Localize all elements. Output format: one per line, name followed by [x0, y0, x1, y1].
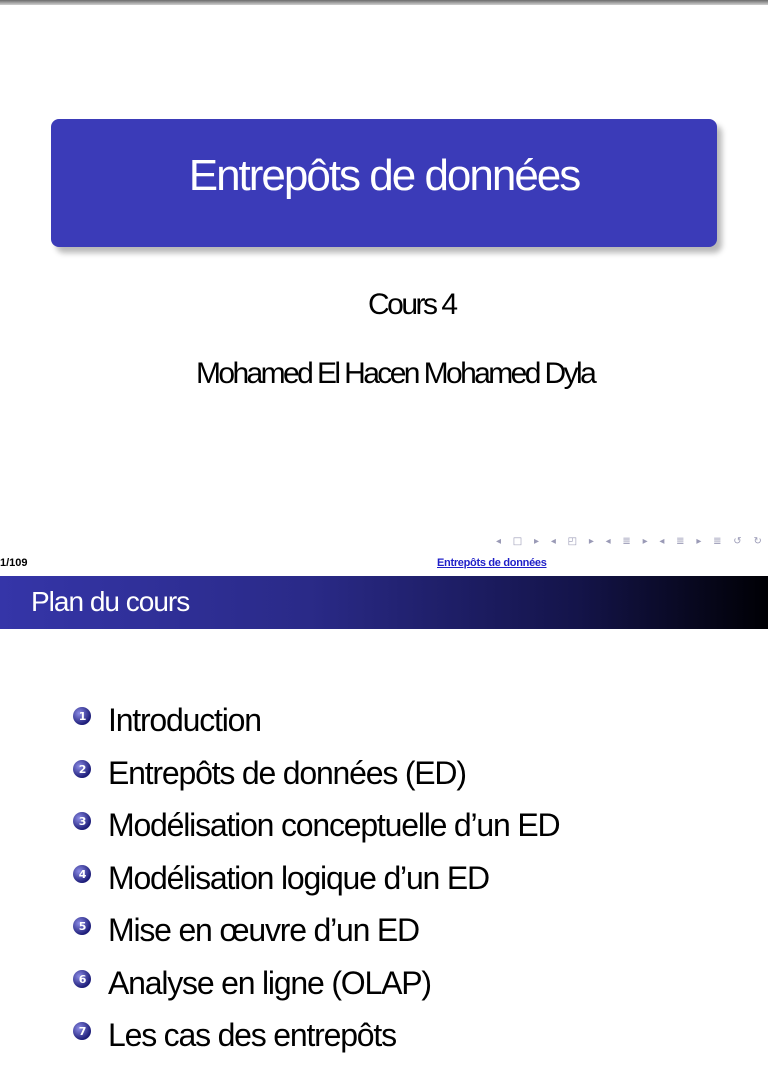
- outline-item-text: Modélisation conceptuelle d’un ED: [108, 807, 560, 843]
- nav-subsection-icon[interactable]: ≣: [622, 536, 631, 547]
- outline-item-text: Mise en œuvre d’un ED: [108, 912, 419, 948]
- frame-title-bar: [0, 576, 768, 629]
- number-bullet-icon: [72, 969, 92, 989]
- list-item: [72, 700, 559, 753]
- number-bullet-icon: [72, 1021, 92, 1041]
- outline-item-text: Les cas des entrepôts: [108, 1017, 396, 1053]
- number-bullet-icon: [72, 864, 92, 884]
- nav-next-subsection-icon[interactable]: ▸: [642, 536, 648, 547]
- svg-text:7: 7: [78, 1025, 86, 1038]
- outline-item-text: Introduction: [108, 702, 261, 738]
- beamer-navigation: [496, 536, 762, 547]
- slide-title: Entrepôts de données: [188, 151, 580, 200]
- list-item: [72, 910, 559, 963]
- slide-subtitle: Cours 4: [368, 288, 456, 321]
- svg-text:1: 1: [78, 710, 86, 723]
- frame-title: Plan du cours: [31, 586, 190, 617]
- page-number: 1/109: [0, 557, 28, 569]
- number-bullet-icon: [72, 916, 92, 936]
- title-box: [51, 119, 717, 247]
- list-item: [72, 805, 559, 858]
- nav-document-icon[interactable]: ≣: [713, 536, 722, 547]
- nav-back-icon[interactable]: ↺: [733, 536, 742, 547]
- nav-prev-frame-icon[interactable]: ◂: [550, 536, 556, 547]
- nav-forward-icon[interactable]: ↻: [753, 536, 762, 547]
- outline-item-text: Analyse en ligne (OLAP): [108, 964, 431, 1001]
- svg-text:6: 6: [78, 972, 86, 986]
- number-bullet-icon: [72, 759, 92, 779]
- outline-item-text: Modélisation logique d’un ED: [108, 859, 489, 896]
- nav-prev-section-icon[interactable]: ◂: [659, 536, 665, 547]
- slide-author: Mohamed El Hacen Mohamed Dyla: [196, 357, 595, 390]
- top-rule: [0, 0, 768, 5]
- list-item: [72, 858, 559, 911]
- nav-slide-icon[interactable]: □: [512, 536, 523, 547]
- list-item: [72, 1015, 559, 1068]
- outline-item-text: Entrepôts de données (ED): [108, 754, 466, 791]
- course-outline: [72, 700, 559, 1068]
- svg-text:2: 2: [78, 762, 86, 776]
- list-item: [72, 753, 559, 806]
- svg-text:4: 4: [78, 867, 86, 881]
- number-bullet-icon: [72, 811, 92, 831]
- nav-prev-subsection-icon[interactable]: ◂: [605, 536, 611, 547]
- list-item: [72, 963, 559, 1016]
- number-bullet-icon: [72, 706, 92, 726]
- svg-text:3: 3: [78, 815, 86, 828]
- nav-next-frame-icon[interactable]: ▸: [588, 536, 594, 547]
- svg-text:5: 5: [78, 920, 86, 933]
- nav-next-section-icon[interactable]: ▸: [696, 536, 702, 547]
- nav-next-slide-icon[interactable]: ▸: [534, 536, 540, 547]
- nav-prev-slide-icon[interactable]: ◂: [496, 536, 502, 547]
- footer-title-link[interactable]: Entrepôts de données: [437, 557, 547, 569]
- nav-section-icon[interactable]: ≣: [676, 536, 685, 547]
- nav-frame-icon[interactable]: ◰: [567, 536, 578, 547]
